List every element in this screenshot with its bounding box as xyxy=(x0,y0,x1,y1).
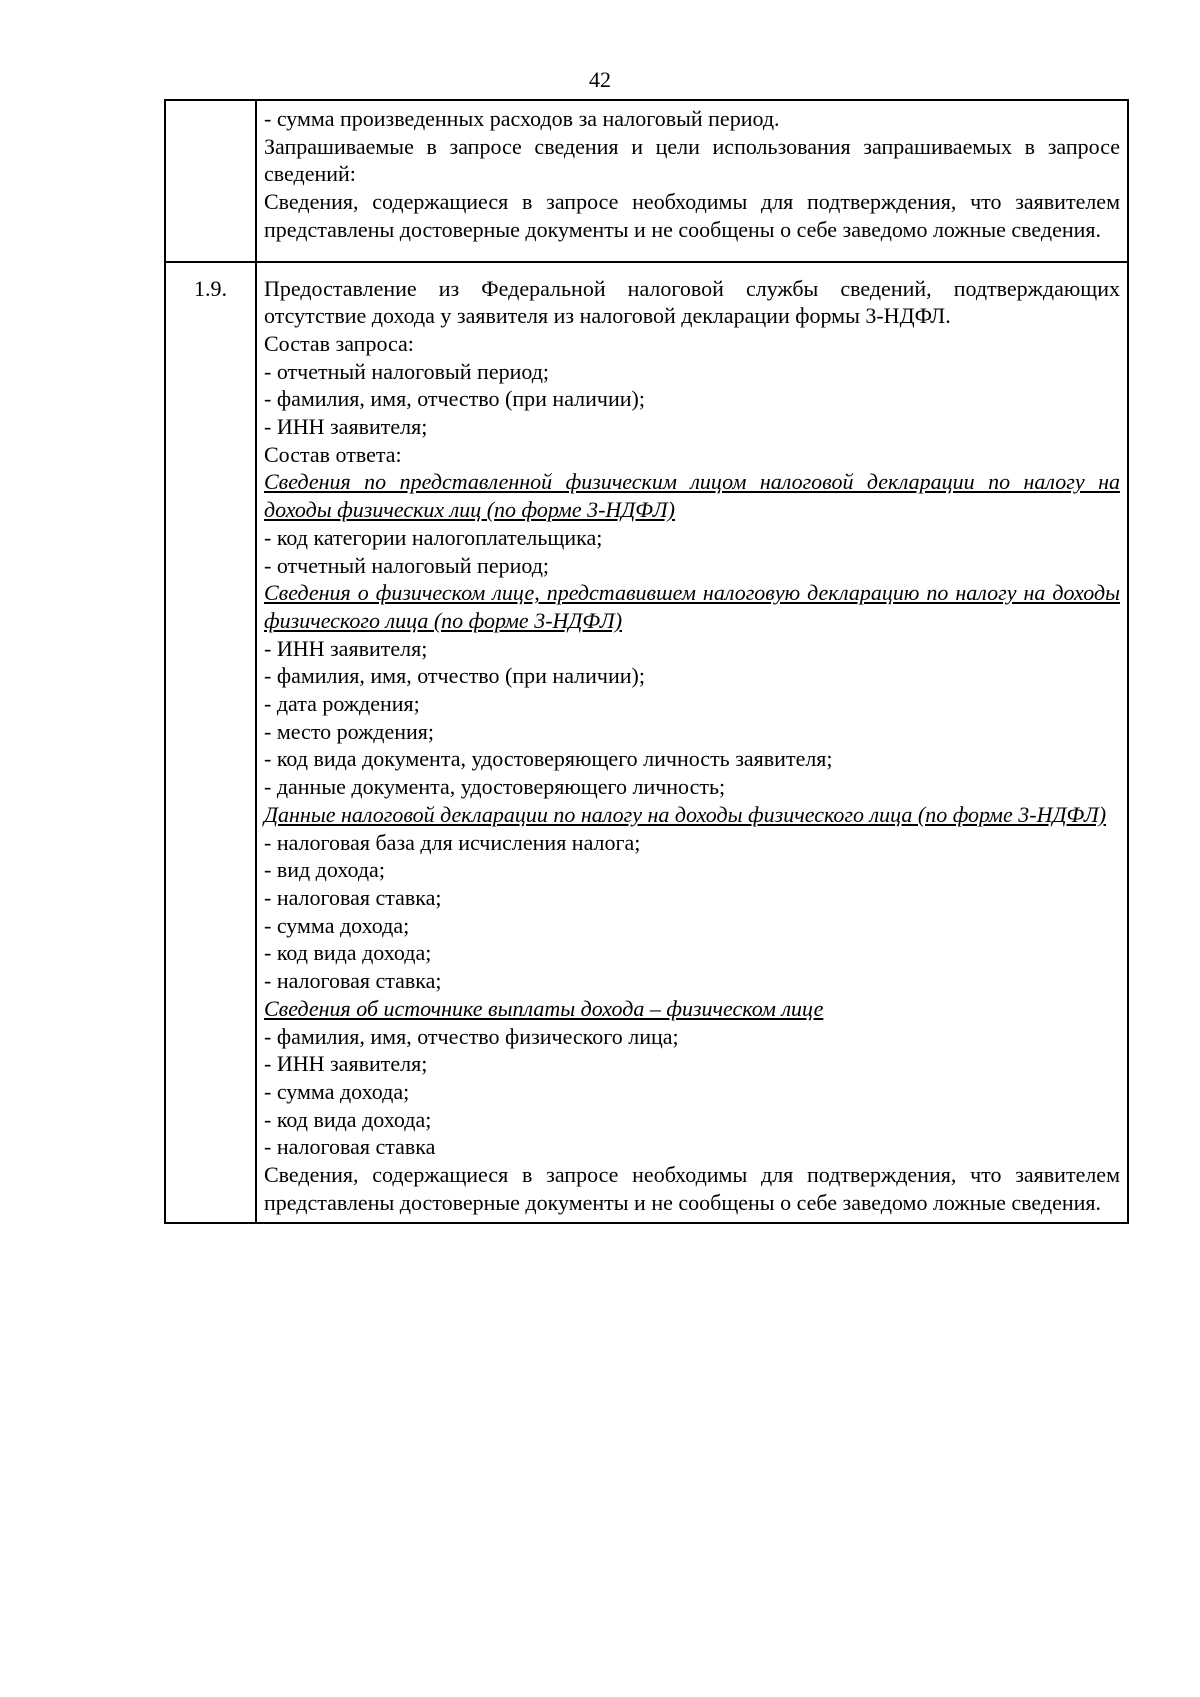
list-item: - фамилия, имя, отчество (при наличии); xyxy=(264,386,645,412)
list-item: - отчетный налоговый период; xyxy=(264,552,550,578)
list-item: - ИНН заявителя; xyxy=(264,414,428,440)
list-item: Состав запроса: xyxy=(264,330,414,356)
document-table xyxy=(164,99,1129,1224)
list-item: - дата рождения; xyxy=(264,691,420,717)
list-item: - сумма произведенных расходов за налоговый период. xyxy=(264,106,780,131)
list-item: - место рождения; xyxy=(264,718,435,744)
list-item: - отчетный налоговый период; xyxy=(264,358,550,384)
table-row xyxy=(165,262,1128,1224)
list-item: - данные документа, удостоверяющего личность; xyxy=(264,774,726,800)
list-item: - фамилия, имя, отчество физического лица; xyxy=(264,1023,679,1049)
list-item: - код вида документа, удостоверяющего личность заявителя; xyxy=(264,746,833,772)
list-item: - ИНН заявителя; xyxy=(264,1051,428,1077)
list-item: - налоговая база для исчисления налога; xyxy=(264,829,641,855)
section-heading: Данные налоговой декларации по налогу на доходы физического лица (по форме 3-НДФЛ) xyxy=(264,801,1107,827)
list-item: - код вида дохода; xyxy=(264,1106,432,1132)
list-item: - фамилия, имя, отчество (при наличии); xyxy=(264,663,645,689)
page-number: 42 xyxy=(589,67,611,92)
table-body xyxy=(165,100,1128,1223)
section-heading: Сведения по представленной физическим лицом налоговой декларации по налогу на доходы физических лиц (по форме 3-НДФЛ) xyxy=(264,469,1120,523)
list-item: - ИНН заявителя; xyxy=(264,635,428,661)
table-row xyxy=(165,100,1128,262)
list-item: Состав ответа: xyxy=(264,441,402,467)
section-heading: Сведения о физическом лице, представившем налоговую декларацию по налогу на доходы физического лица (по форме 3-НДФЛ) xyxy=(264,580,1120,633)
list-item: - вид дохода; xyxy=(264,857,385,883)
paragraph: Запрашиваемые в запросе сведения и цели использования запрашиваемых в запросе сведений: xyxy=(264,133,1120,187)
list-item: - налоговая ставка; xyxy=(264,884,442,910)
list-item: - код категории налогоплательщика; xyxy=(264,524,603,550)
paragraph: Сведения, содержащиеся в запросе необходимы для подтверждения, что заявителем представлены достоверные документы и не сообщены о себе заведомо ложные сведения. xyxy=(264,1162,1120,1215)
paragraph: Предоставление из Федеральной налоговой службы сведений, подтверждающих отсутствие дохода у заявителя из налоговой декларации формы 3-НДФЛ. xyxy=(264,275,1120,329)
row-content-cell xyxy=(256,100,1128,262)
list-item: - налоговая ставка xyxy=(264,1134,436,1160)
list-item: - код вида дохода; xyxy=(264,940,432,966)
row-number-cell xyxy=(165,100,256,262)
row-content-cell xyxy=(256,262,1128,1224)
section-heading: Сведения об источнике выплаты дохода – физическом лице xyxy=(264,995,824,1021)
paragraph: Сведения, содержащиеся в запросе необходимы для подтверждения, что заявителем представлены достоверные документы и не сообщены о себе заведомо ложные сведения. xyxy=(264,189,1120,242)
row-number-cell: 1.9. xyxy=(165,262,256,1224)
list-item: - сумма дохода; xyxy=(264,912,410,938)
list-item: - сумма дохода; xyxy=(264,1078,410,1104)
list-item: - налоговая ставка; xyxy=(264,968,442,994)
